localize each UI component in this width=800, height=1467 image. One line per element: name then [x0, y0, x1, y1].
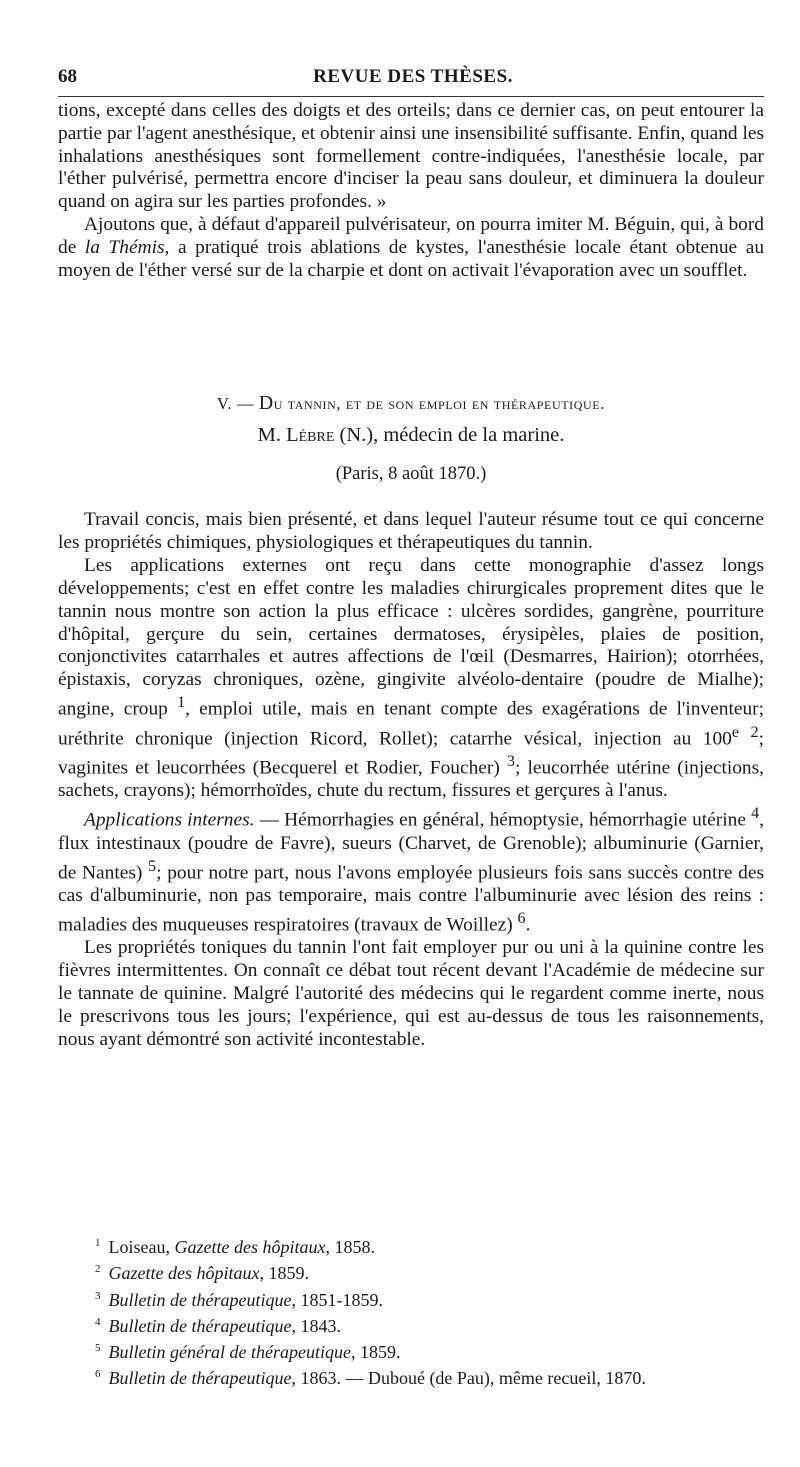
paragraph-tonic-properties: Les propriétés toniques du tannin l'ont fait employer pur ou uni à la quinine contre les fièvres intermittentes. On connaît ce débat tout récent devant l'Académie de médecine sur le tannate de quinine. Malgré l'autorité des médecins qui le regardent comme inerte, nous le prescrivons tous les jours; l'expérience, qui est au-dessus de tous les raisonnements, nous ayant démontré son activité incontestable. [58, 937, 764, 1050]
footnote-ref: 6 [517, 909, 526, 927]
section-title-initial: D [258, 392, 274, 414]
footnote-number: 6 [95, 1368, 101, 1381]
footnote [95, 1232, 775, 1258]
footnote-source: Bulletin de thérapeutique [108, 1315, 292, 1336]
footnote [95, 1311, 775, 1337]
page-number: 68 [58, 66, 77, 87]
section-date: (Paris, 8 août 1870.) [335, 464, 487, 484]
section-heading [58, 392, 764, 415]
footnote-rest: , 1858. [325, 1237, 375, 1257]
paragraph-beguin [58, 214, 764, 282]
ordinal-suffix: e [731, 723, 740, 741]
paragraph-text: Ajoutons que, à défaut d'appareil pulvérisateur, on pourra imiter M. Béguin, qui, à bord de [58, 213, 764, 258]
paragraph-text: , a pratiqué trois ablations de kystes, l'anesthésie locale étant obtenue au moyen de l'éther versé sur de la charpie et dont on activait l'évaporation avec un soufflet. [58, 236, 765, 281]
footnote-ref: 4 [751, 805, 760, 823]
footnote-source: Gazette des hôpitaux [108, 1263, 260, 1284]
footnote-rest: , 1859. [350, 1342, 401, 1363]
footnote [95, 1285, 775, 1311]
section-title: u tannin, et de son emploi en thérapeutique. [273, 394, 605, 413]
footnote-source: Bulletin de thérapeutique [108, 1289, 292, 1310]
footnote-ref: 2 [750, 723, 759, 741]
ship-name: la Thémis [84, 236, 165, 258]
paragraph-text: , flux intestinaux (poudre de Favre), sueurs (Charvet, de Grenoble); albuminurie (Garnier, de Nantes) [58, 809, 764, 884]
paragraph-text: ; pour notre part, nous l'avons employée plusieurs fois sans succès contre des cas d'albuminurie, non pas temporaire, mais contre l'albuminurie avec lésion des reins : maladies des muqueuses respiratoires (travaux de Woillez) [58, 862, 764, 936]
footnote-ref: 1 [177, 694, 186, 712]
header-rule [58, 96, 764, 97]
section-author [58, 424, 764, 447]
footnote-rest: , 1863. — Duboué (de Pau), même recueil, 1870. [291, 1368, 646, 1389]
footnote-number: 4 [95, 1315, 101, 1328]
paragraph-internal-applications [58, 803, 764, 937]
footnote-source: Bulletin général de thérapeutique [108, 1342, 351, 1363]
paragraph-text: — Hémorrhagies en général, hémoptysie, hémorrhagie utérine [254, 809, 752, 831]
footnote [95, 1337, 775, 1363]
paragraph-text: , emploi utile, mais en tenant compte des exagérations de l'inventeur; uréthrite chronique (injection Ricord, Rollet); catarrhe vésical, injection au 100 [58, 698, 764, 750]
running-title: REVUE DES THÈSES. [313, 66, 513, 87]
paragraph-external-applications [58, 555, 764, 803]
paragraph-text: ; leucorrhée utérine (injections, sachets, crayons); hémorrhoïdes, chute du rectum, fissures et gerçures à l'anus. [58, 757, 764, 802]
paragraph-anesthesia: tions, excepté dans celles des doigts et des orteils; dans ce dernier cas, on peut entourer la partie par l'agent anesthésique, et obtenir ainsi une insensibilité suffisante. Enfin, quand les inhalations anesthésiques sont formellement contre-indiquées, l'anesthésie locale, par l'éther pulvérisé, permettra encore d'inciser la peau sans douleur, et diminuera la douleur quand on agira sur les parties profondes. » [58, 100, 764, 213]
body-text-tannin [58, 509, 764, 1052]
footnote-rest: , 1843. [291, 1315, 341, 1336]
footnotes [95, 1232, 775, 1390]
footnote-rest: , 1851-1859. [291, 1289, 383, 1310]
author-suffix: (N.), médecin de la marine. [334, 424, 565, 446]
footnote [95, 1258, 775, 1284]
section-numeral: V. — [217, 394, 259, 413]
footnote-ref: 3 [506, 753, 515, 770]
footnote-author: Loiseau, [108, 1237, 175, 1257]
footnote [95, 1363, 775, 1389]
footnote-number: 3 [95, 1289, 101, 1302]
footnote-source: Bulletin de thérapeutique [108, 1368, 292, 1389]
author-initial: L [286, 424, 299, 446]
paragraph-lead: Applications internes. [84, 809, 255, 831]
footnote-rest: , 1859. [259, 1263, 309, 1284]
page-header [58, 66, 768, 96]
body-text-top [58, 100, 764, 282]
author-name: ébre [298, 424, 335, 446]
author-prefix: M. [257, 424, 287, 446]
footnote-ref: 5 [148, 857, 157, 875]
paragraph-text: Les applications externes ont reçu dans cette monographie d'assez longs développements; c'est en effet contre les maladies chirurgicales proprement dites que le tannin nous montre son action la plus efficace : ulcères sordides, gangrène, pourriture d'hôpital, gerçure du sein, certaines dermatoses, érysipèles, plaies de position, conjonctivites catarrhales et autres affections de l'œil (Desmarres, Hairion); otorrhées, épistaxis, coryzas chroniques, ozène, gingivite alvéolo-dentaire (poudre de Mialhe); angine, croup [58, 554, 764, 720]
footnote-number: 5 [95, 1342, 101, 1355]
paragraph-summary: Travail concis, mais bien présenté, et dans lequel l'auteur résume tout ce qui concerne les propriétés chimiques, physiologiques et thérapeutiques du tannin. [58, 509, 764, 553]
footnote-number: 1 [95, 1237, 101, 1249]
footnote-source: Gazette des hôpitaux [174, 1237, 326, 1257]
paragraph-text: . [525, 914, 531, 936]
paragraph-text: ; vaginites et leucorrhées (Becquerel et Rodier, Foucher) [58, 728, 764, 779]
footnote-number: 2 [95, 1263, 101, 1276]
